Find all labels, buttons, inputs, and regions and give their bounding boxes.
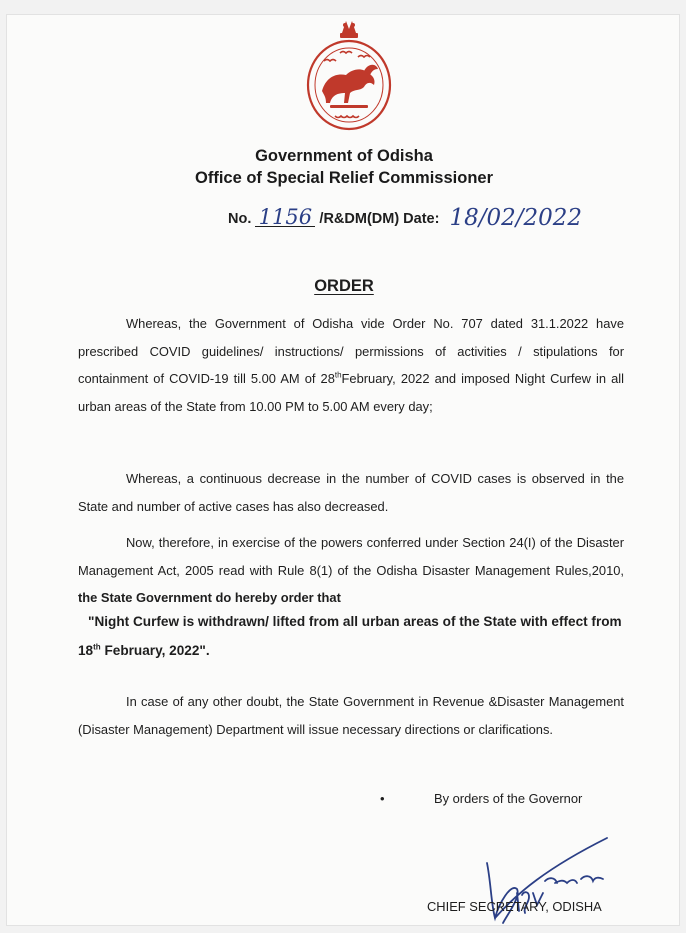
order-directive: "Night Curfew is withdrawn/ lifted from all urban areas of the State with effect from 18th February, 2022". <box>78 614 622 658</box>
closing-paragraph: In case of any other doubt, the State Government in Revenue &Disaster Management (Disaster Management) Department will issue necessary directions or clarifications. <box>78 694 624 737</box>
government-title: Government of Odisha <box>255 147 433 165</box>
reference-line <box>228 205 582 231</box>
paragraph-1: Whereas, the Government of Odisha vide Order No. 707 dated 31.1.2022 have prescribed COVID guidelines/ instructions/ permissions of activities / stipulations for containment of COVID-19 till 5.00 AM of 28thFebruary, 2022 and imposed Night Curfew in all urban areas of the State from 10.00 PM to 5.00 AM every day; <box>78 316 624 414</box>
order-title: ORDER <box>314 277 374 295</box>
ref-number: 1156 <box>255 208 315 227</box>
by-orders-text: By orders of the Governor <box>434 791 583 806</box>
ink-dot: • <box>380 791 385 806</box>
document-page <box>6 14 680 926</box>
ref-suffix: /R&DM(DM) Date: <box>319 211 440 227</box>
signatory-title: CHIEF SECRETARY, ODISHA <box>427 899 602 914</box>
ref-prefix: No. <box>228 211 252 227</box>
paragraph-2: Whereas, a continuous decrease in the number of COVID cases is observed in the State and number of active cases has also decreased. <box>78 471 624 514</box>
office-title: Office of Special Relief Commissioner <box>195 169 493 187</box>
handwritten-signature <box>477 823 627 933</box>
paragraph-3: Now, therefore, in exercise of the powers conferred under Section 24(I) of the Disaster Management Act, 2005 read with Rule 8(1) of the Odisha Disaster Management Rules,2010, the State Government do hereby order that <box>78 535 624 605</box>
ref-date: 18/02/2022 <box>449 205 583 231</box>
odisha-state-emblem-icon <box>302 19 396 137</box>
